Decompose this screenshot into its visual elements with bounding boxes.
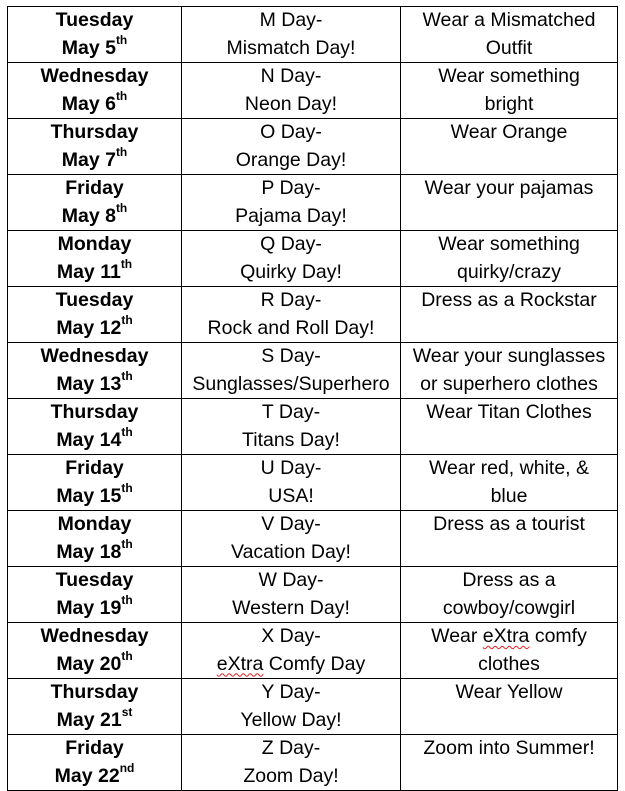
table-row	[8, 231, 618, 287]
table-row	[8, 7, 618, 63]
date-ordinal-suffix: th	[121, 593, 133, 607]
date-ordinal-suffix: st	[121, 705, 133, 719]
date-cell	[8, 7, 182, 63]
weekday-label: Thursday	[50, 681, 139, 703]
letter-day-cell	[182, 7, 401, 63]
wear-instruction-line: cowboy/cowgirl	[442, 596, 576, 619]
wear-instruction-cell	[401, 119, 618, 175]
date-line	[8, 427, 181, 455]
date-cell	[8, 119, 182, 175]
date-label: May 19	[56, 596, 122, 619]
theme-label: Zoom Day!	[243, 764, 339, 787]
table-row	[8, 399, 618, 455]
letter-day-label: X Day-	[261, 625, 321, 647]
date-label: May 6	[61, 92, 116, 115]
weekday-label: Friday	[65, 177, 124, 199]
weekday-label: Wednesday	[40, 65, 149, 87]
theme-label: Western Day!	[232, 596, 350, 619]
letter-day-cell	[182, 63, 401, 119]
wear-instruction-line: Wear eXtra comfy	[431, 625, 587, 647]
date-line	[8, 651, 181, 679]
wear-instruction-line: Wear Titan Clothes	[426, 401, 592, 423]
wear-instruction-cell	[401, 511, 618, 567]
wear-instruction-cell	[401, 343, 618, 399]
date-ordinal-suffix: th	[121, 369, 133, 383]
wear-instruction-line: Wear a Mismatched	[422, 9, 596, 31]
date-label: May 5	[61, 36, 116, 59]
date-ordinal-suffix: th	[121, 537, 133, 551]
wear-instruction-line: quirky/crazy	[456, 260, 562, 283]
letter-day-label: Y Day-	[261, 681, 321, 703]
letter-day-label: N Day-	[260, 65, 322, 87]
wear-instruction-cell	[401, 175, 618, 231]
date-line	[8, 483, 181, 511]
wear-instruction-line: Dress as a	[462, 569, 556, 591]
letter-day-label: O Day-	[260, 121, 322, 143]
letter-day-label: U Day-	[260, 457, 322, 479]
date-cell	[8, 511, 182, 567]
date-ordinal-suffix: th	[121, 649, 133, 663]
table-row	[8, 63, 618, 119]
date-line	[8, 595, 181, 623]
date-label: May 14	[56, 428, 122, 451]
date-cell	[8, 455, 182, 511]
weekday-label: Thursday	[50, 121, 139, 143]
date-ordinal-suffix: nd	[119, 761, 135, 775]
date-cell	[8, 623, 182, 679]
theme-label: Quirky Day!	[240, 260, 342, 283]
letter-day-label: W Day-	[258, 569, 324, 591]
date-label: May 11	[56, 260, 121, 283]
wear-instruction-cell	[401, 287, 618, 343]
theme-label: Sunglasses/Superhero	[192, 372, 390, 395]
wear-instruction-cell	[401, 399, 618, 455]
date-label: May 15	[56, 484, 122, 507]
date-label: May 18	[56, 540, 122, 563]
date-label: May 13	[56, 372, 122, 395]
date-ordinal-suffix: th	[121, 313, 133, 327]
weekday-label: Tuesday	[55, 569, 134, 591]
weekday-label: Friday	[65, 457, 124, 479]
date-cell	[8, 231, 182, 287]
date-line	[8, 35, 181, 63]
table-row	[8, 623, 618, 679]
wear-instruction-cell	[401, 7, 618, 63]
date-ordinal-suffix: th	[115, 145, 128, 159]
wear-instruction-line: Wear something	[438, 65, 580, 87]
weekday-label: Tuesday	[55, 9, 134, 31]
letter-day-cell	[182, 119, 401, 175]
wear-instruction-line: Wear Yellow	[455, 681, 563, 703]
letter-day-cell	[182, 511, 401, 567]
table-row	[8, 735, 618, 791]
wear-instruction-line: Outfit	[485, 36, 533, 59]
date-label: May 7	[61, 148, 116, 171]
date-cell	[8, 287, 182, 343]
weekday-label: Friday	[65, 737, 124, 759]
date-ordinal-suffix: th	[121, 481, 133, 495]
date-cell	[8, 343, 182, 399]
letter-day-label: T Day-	[261, 401, 321, 423]
letter-day-label: V Day-	[261, 513, 321, 535]
date-line	[8, 259, 181, 287]
date-cell	[8, 679, 182, 735]
letter-day-label: M Day-	[259, 9, 323, 31]
letter-day-cell	[182, 567, 401, 623]
date-line	[8, 147, 181, 175]
date-cell	[8, 567, 182, 623]
theme-label: Mismatch Day!	[226, 36, 356, 59]
date-cell	[8, 399, 182, 455]
letter-day-label: S Day-	[261, 345, 321, 367]
wear-instruction-cell	[401, 231, 618, 287]
theme-label: Vacation Day!	[231, 540, 351, 563]
weekday-label: Wednesday	[40, 345, 149, 367]
letter-day-cell	[182, 735, 401, 791]
date-ordinal-suffix: th	[115, 89, 128, 103]
wear-instruction-line: Wear something	[438, 233, 580, 255]
wear-instruction-line: Dress as a tourist	[433, 513, 585, 535]
wear-instruction-line: Wear red, white, &	[428, 457, 590, 479]
date-ordinal-suffix: th	[121, 425, 133, 439]
weekday-label: Tuesday	[55, 289, 134, 311]
wear-instruction-line: or superhero clothes	[420, 372, 598, 395]
wear-instruction-cell	[401, 679, 618, 735]
date-line	[8, 203, 181, 231]
wear-instruction-line: clothes	[478, 652, 540, 675]
letter-day-cell	[182, 175, 401, 231]
letter-day-label: Q Day-	[260, 233, 322, 255]
date-label: May 20	[56, 652, 122, 675]
letter-day-label: R Day-	[260, 289, 322, 311]
spirit-week-schedule-table	[7, 6, 618, 791]
table-row	[8, 287, 618, 343]
schedule-table-body	[8, 7, 618, 791]
table-row	[8, 343, 618, 399]
theme-label: Orange Day!	[235, 148, 347, 171]
theme-label: Pajama Day!	[235, 204, 347, 227]
wear-instruction-cell	[401, 455, 618, 511]
letter-day-cell	[182, 679, 401, 735]
wear-instruction-line: Wear your pajamas	[424, 177, 594, 199]
spellcheck-flagged-word: eXtra	[216, 652, 264, 675]
date-cell	[8, 175, 182, 231]
date-cell	[8, 735, 182, 791]
date-line	[8, 91, 181, 119]
date-line	[8, 371, 181, 399]
date-line	[8, 707, 181, 735]
theme-label: Titans Day!	[242, 428, 340, 451]
date-label: May 22	[54, 764, 120, 787]
theme-label: Rock and Roll Day!	[207, 316, 375, 339]
letter-day-label: P Day-	[261, 177, 321, 199]
table-row	[8, 567, 618, 623]
wear-instruction-line: bright	[484, 92, 534, 115]
date-label: May 8	[61, 204, 116, 227]
weekday-label: Wednesday	[40, 625, 149, 647]
wear-instruction-cell	[401, 735, 618, 791]
weekday-label: Monday	[57, 513, 132, 535]
date-ordinal-suffix: th	[115, 201, 128, 215]
wear-instruction-line: Dress as a Rockstar	[421, 289, 597, 311]
spellcheck-flagged-word: eXtra	[482, 625, 530, 647]
date-line	[8, 539, 181, 567]
wear-instruction-cell	[401, 63, 618, 119]
letter-day-cell	[182, 231, 401, 287]
theme-label: eXtra Comfy Day	[216, 652, 366, 675]
date-ordinal-suffix: th	[115, 33, 128, 47]
date-cell	[8, 63, 182, 119]
table-row	[8, 175, 618, 231]
wear-instruction-line: Wear Orange	[450, 121, 568, 143]
wear-instruction-cell	[401, 567, 618, 623]
theme-label: Yellow Day!	[240, 708, 342, 731]
letter-day-cell	[182, 455, 401, 511]
wear-instruction-line: Zoom into Summer!	[423, 737, 595, 759]
date-label: May 21	[56, 708, 122, 731]
wear-instruction-cell	[401, 623, 618, 679]
table-row	[8, 511, 618, 567]
weekday-label: Monday	[57, 233, 132, 255]
date-line	[8, 315, 181, 343]
date-ordinal-suffix: th	[120, 257, 133, 271]
letter-day-label: Z Day-	[261, 737, 321, 759]
letter-day-cell	[182, 623, 401, 679]
theme-label: Neon Day!	[244, 92, 338, 115]
table-row	[8, 679, 618, 735]
letter-day-cell	[182, 343, 401, 399]
weekday-label: Thursday	[50, 401, 139, 423]
table-row	[8, 119, 618, 175]
table-row	[8, 455, 618, 511]
letter-day-cell	[182, 399, 401, 455]
wear-instruction-line: Wear your sunglasses	[412, 345, 606, 367]
wear-instruction-line: blue	[490, 484, 528, 507]
letter-day-cell	[182, 287, 401, 343]
date-label: May 12	[56, 316, 122, 339]
theme-label: USA!	[268, 484, 314, 507]
